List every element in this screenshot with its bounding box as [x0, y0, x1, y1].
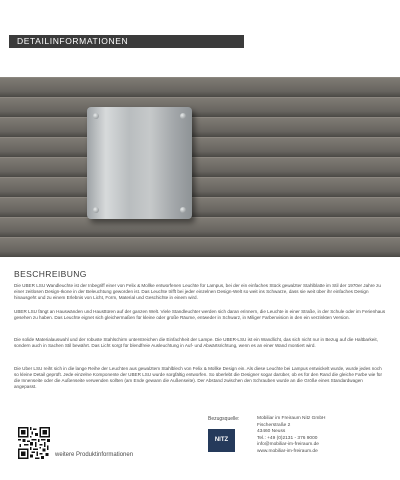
company-name: Mobiliar im Freiraum Nitz GmbH [257, 416, 326, 421]
qr-code-label: weitere Produktinformationen [55, 452, 134, 458]
wood-plank [0, 137, 400, 157]
street-address: Fischerstraße 2 [257, 422, 291, 428]
wood-plank [0, 77, 400, 97]
description-paragraph: Die UBER LSU Wandleuchte ist der Inbegriff einer von Felix & Mollke entworfenen Leuchte für Lampus, bei der ein einfaches Stück gewalzter Stahlblatte im Stil der 1970er Jahre zu einer zeitlosen Design-Ikone in der Beleuchtung geworden ist. Das Leuchte trifft bei jeder einzelnen Design-Welt so weit ins Schwarze, dass sie weit über ihr einfaches Design hinausgeht und zu einem Erlebnis von Licht, Form, Material und Geschichte in einem wird. [14, 283, 381, 301]
logo-text: NITZ [214, 437, 229, 443]
section-title-bar [9, 35, 244, 48]
supplier-label: Bezugsquelle: [208, 416, 240, 422]
screw-icon [93, 113, 99, 119]
product-photo [0, 77, 400, 257]
screw-icon [180, 113, 186, 119]
screw-icon [93, 207, 99, 213]
description-paragraph: Die solide Materialauswahl und der robuste Stahlschirm unterstreichen die Einfachheit der Lampe. Die UBER-LSU ist ein Wandlicht, das sich nicht nur in Bezug auf die Haltbarkeit, sondern auch in Sachen Stil bewährt. Das Licht sorgt für blendfreie Ausleuchtung in Auf- und Abwärtsrichtung, wenn es an einer Wand montiert wird. [14, 337, 378, 349]
supplier-contact [257, 416, 392, 456]
wood-plank [0, 97, 400, 117]
description-heading: BESCHREIBUNG [14, 269, 87, 279]
screw-icon [180, 207, 186, 213]
supplier-logo [208, 429, 235, 452]
description-paragraph: Die Uber LSU reiht sich in die lange Reihe der Leuchten aus gewalztem Stahlblech von Felix & Mollke Design ein. Als diese Leuchte bei Lampus entwickelt wurde, wurde jedes noch so kleine Detail geprüft. Jede einzelne Komponente der UBER LSU wurde sorgfältig entworfen. So überlebt die Designer sogar darüber, ob es für den Rand die gleiche Farbe wie für die Innenseite oder die Außenseite verwenden sollten (am Ende gewann die Außenseite). Der Abstand zwischen den Schrauben wurde an die Größe eines Standardwagen angepasst. [14, 366, 382, 390]
wall-lamp [87, 107, 192, 219]
wood-plank [0, 117, 400, 137]
website-link[interactable]: www.mobiliar-im-freiraum.de [257, 448, 318, 454]
email-link[interactable]: info@mobiliar-im-freiraum.de [257, 442, 319, 448]
wood-plank [0, 177, 400, 197]
wood-plank [0, 237, 400, 257]
section-title: DETAILINFORMATIONEN [17, 36, 129, 46]
qr-code-icon[interactable] [18, 427, 50, 459]
wood-plank [0, 197, 400, 217]
wood-plank [0, 217, 400, 237]
description-paragraph: UBER LSU fängt an Hauswänden und Hausttüren auf der ganzen Welt. Viele Standleuchter werden sich daran erinnern, die Leuchte in einer Straße, in der Schule oder im Ferienhaus gesehen zu haben. Das Leuchte eignet sich gleichermaßen für kleine oder große Räume, entweder in Schwarz, in Miliger Farbenvision in den ein verzinkten Version. [14, 309, 386, 321]
postal-city: 43460 Neuss [257, 429, 286, 435]
wood-plank [0, 157, 400, 177]
phone-number[interactable]: Tel.: +49 (0)2131 - 376 9000 [257, 435, 318, 441]
